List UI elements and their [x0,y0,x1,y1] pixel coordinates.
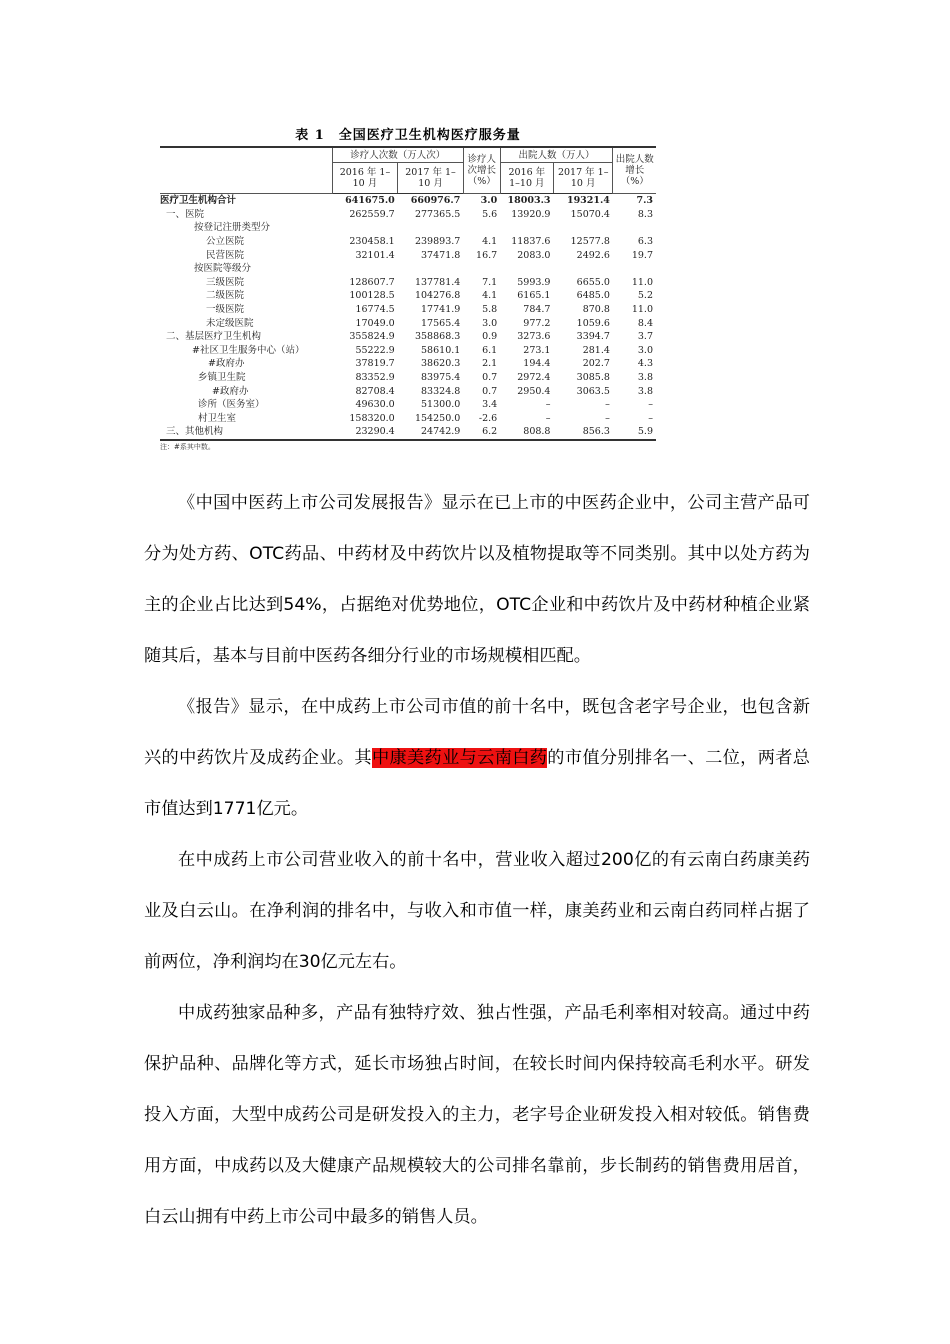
row-label: 二、基层医疗卫生机构 [166,331,262,343]
cell-v2016: 82708.4 [355,385,395,397]
row-label: #政府办 [208,358,245,370]
cell-d2016: 2083.0 [517,249,551,261]
cell-v2016: 355824.9 [349,331,395,343]
cell-d2017: 6485.0 [576,290,610,302]
cell-dg: 11.0 [631,304,653,316]
table-row [160,276,656,290]
cell-v2016: 128607.7 [349,276,395,288]
cell-vg: 4.1 [482,290,498,302]
cell-v2017: 17565.4 [421,317,461,329]
row-label: 一、医院 [166,208,205,220]
cell-vg: 6.1 [482,344,498,356]
cell-v2017: 83324.8 [421,385,461,397]
header-visits-group: 诊疗人次数（万人次） [332,147,463,163]
cell-d2016: 6165.1 [517,290,551,302]
paragraph-2-after: 的市值分别排名一、二位，两者总市值达到1771亿元。 [144,748,810,819]
cell-d2017: – [605,412,610,424]
table-row [160,208,656,222]
row-label: #社区卫生服务中心（站） [192,344,305,356]
cell-d2016: 2950.4 [517,385,551,397]
table-row [160,221,656,235]
cell-v2017: 277365.5 [414,208,461,220]
cell-vg: 5.8 [482,304,498,316]
row-label: 按登记注册类型分 [194,222,271,234]
cell-dg: – [648,412,653,424]
cell-d2016: – [545,399,551,411]
table-figure [160,126,656,452]
cell-v2017: 154250.0 [414,412,461,424]
header-discharges-group: 出院人数（万人） [500,147,613,163]
cell-v2017: 239893.7 [414,236,461,248]
article-body [144,478,810,1243]
cell-dg: 3.0 [637,344,653,356]
cell-v2016: 83352.9 [355,372,395,384]
paragraph-2-before: 《报告》显示，在中成药上市公司市值的前十名中，既包含老字号企业，也包含新兴的中药饮片及成药企业。其 [144,697,810,768]
cell-d2017: 3063.5 [576,385,610,397]
cell-vg [463,262,500,276]
row-label: #政府办 [212,385,249,397]
cell-dg: 11.0 [631,276,653,288]
table-row [160,371,656,385]
table-row [160,303,656,317]
medical-service-table [160,146,656,441]
cell-vg: 3.0 [480,195,498,207]
cell-v2016: 158320.0 [349,412,395,424]
cell-d2016: 808.8 [500,425,553,440]
cell-v2016: 16774.5 [355,304,395,316]
cell-d2017: 19321.4 [566,195,610,207]
cell-d2017: 3085.8 [576,372,610,384]
table-title: 表 1 全国医疗卫生机构医疗服务量 [295,128,521,143]
row-label: 公立医院 [206,236,245,248]
cell-d2016: 5993.9 [517,276,551,288]
cell-v2017: 358868.3 [414,331,461,343]
header-discharges-2016: 2016 年 1–10 月 [500,163,553,194]
row-label: 医疗卫生机构合计 [160,195,237,207]
cell-vg: 7.1 [482,276,498,288]
cell-vg: 5.6 [482,208,498,220]
cell-vg: -2.6 [478,412,498,424]
row-label: 一级医院 [206,304,245,316]
cell-d2016: 18003.3 [507,195,551,207]
header-visits-2017: 2017 年 1–10 月 [398,163,464,194]
cell-v2017: 51300.0 [421,399,461,411]
cell-vg: 4.1 [482,236,498,248]
paragraph-4: 中成药独家品种多，产品有独特疗效、独占性强，产品毛利率相对较高。通过中药保护品种、品牌化等方式，延长市场独占时间，在较长时间内保持较高毛利水平。研发投入方面，大型中成药公司是研发投入的主力，老字号企业研发投入相对较低。销售费用方面，中成药以及大健康产品规模较大的公司排名靠前，步长制药的销售费用居首，白云山拥有中药上市公司中最多的销售人员。 [144,1003,810,1227]
cell-v2017: 38620.3 [421,358,461,370]
cell-v2016: 230458.1 [349,236,395,248]
cell-dg: 5.2 [637,290,653,302]
cell-v2017: 660976.7 [410,195,461,207]
cell-d2016: 977.2 [523,317,551,329]
cell-d2016 [500,262,553,276]
cell-dg: 3.8 [637,385,653,397]
cell-vg: 0.7 [482,385,498,397]
cell-dg: 7.3 [636,195,653,207]
cell-dg [613,221,656,235]
cell-v2016: 49630.0 [355,399,395,411]
cell-d2017: 1059.6 [576,317,610,329]
cell-v2016: 37819.7 [355,358,395,370]
row-label: 乡镇卫生院 [198,372,246,384]
cell-d2016 [500,221,553,235]
cell-v2017 [398,262,464,276]
header-discharge-growth: 出院人数增长（%） [613,147,656,194]
table-row [160,425,656,440]
cell-v2016: 262559.7 [349,208,395,220]
cell-d2017: 6655.0 [576,276,610,288]
table-row [160,344,656,358]
row-label: 三级医院 [206,276,245,288]
cell-vg: 2.1 [482,358,498,370]
table-row [160,398,656,412]
row-label: 民营医院 [206,249,245,261]
cell-d2016: – [545,412,551,424]
cell-v2017: 137781.4 [414,276,461,288]
cell-dg: 3.8 [637,372,653,384]
paragraph-3: 在中成药上市公司营业收入的前十名中，营业收入超过200亿的有云南白药康美药业及白云山。在净利润的排名中，与收入和市值一样，康美药业和云南白药同样占据了前两位，净利润均在30亿元左右。 [144,850,810,972]
table-row [160,357,656,371]
cell-dg: 3.7 [637,331,653,343]
row-label: 按医院等级分 [194,263,252,275]
cell-v2017: 58610.1 [421,344,461,356]
table-row [160,235,656,249]
row-label: 诊所（医务室） [198,399,265,411]
cell-v2016 [332,221,398,235]
row-label: 村卫生室 [198,412,237,424]
highlighted-text: 中康美药业与云南白药 [371,748,548,768]
cell-v2017 [398,221,464,235]
cell-dg: 19.7 [631,249,653,261]
table-row [160,384,656,398]
cell-vg [463,221,500,235]
cell-vg: 3.0 [482,317,498,329]
cell-vg: 6.2 [463,425,500,440]
cell-d2017 [553,221,612,235]
cell-v2017: 37471.8 [421,249,461,261]
cell-v2016: 32101.4 [355,249,395,261]
table-row [160,330,656,344]
cell-d2017: 856.3 [553,425,612,440]
table-row [160,194,656,208]
cell-dg: 5.9 [613,425,656,440]
cell-d2016: 11837.6 [511,236,551,248]
cell-d2016: 3273.6 [517,331,551,343]
cell-d2016: 273.1 [523,344,551,356]
cell-d2016: 194.4 [523,358,551,370]
cell-dg: 4.3 [637,358,653,370]
header-discharges-2017: 2017 年 1–10 月 [553,163,612,194]
cell-dg: – [648,399,653,411]
cell-d2016: 784.7 [523,304,551,316]
table-row [160,316,656,330]
header-blank [160,147,332,194]
header-visits-2016: 2016 年 1–10 月 [332,163,398,194]
cell-d2016: 13920.9 [511,208,551,220]
header-visit-growth: 诊疗人次增长（%） [463,147,500,194]
cell-d2017: 2492.6 [576,249,610,261]
row-label: 二级医院 [206,290,245,302]
cell-v2017: 24742.9 [398,425,464,440]
table-row [160,289,656,303]
row-label: 三、其他机构 [160,425,332,440]
cell-dg [613,262,656,276]
cell-d2016: 2972.4 [517,372,551,384]
row-label: 未定级医院 [206,317,254,329]
table-row [160,248,656,262]
cell-vg: 3.4 [482,399,498,411]
cell-v2016: 100128.5 [349,290,395,302]
cell-vg: 16.7 [476,249,498,261]
cell-v2017: 104276.8 [414,290,461,302]
cell-v2016: 55222.9 [355,344,395,356]
cell-v2017: 17741.9 [421,304,461,316]
cell-v2016: 23290.4 [332,425,398,440]
cell-d2017: 3394.7 [576,331,610,343]
table-row [160,412,656,426]
cell-dg: 6.3 [637,236,653,248]
cell-d2017: 202.7 [582,358,610,370]
cell-d2017: 15070.4 [570,208,610,220]
cell-dg: 8.3 [637,208,653,220]
cell-dg: 8.4 [637,317,653,329]
cell-v2016: 641675.0 [345,195,395,207]
table-row [160,262,656,276]
cell-v2016 [332,262,398,276]
cell-d2017: 12577.8 [570,236,610,248]
cell-vg: 0.9 [482,331,498,343]
paragraph-1: 《中国中医药上市公司发展报告》显示在已上市的中医药企业中，公司主营产品可分为处方药、OTC药品、中药材及中药饮片以及植物提取等不同类别。其中以处方药为主的企业占比达到54%，占据绝对优势地位，OTC企业和中药饮片及中药材种植企业紧随其后，基本与目前中医药各细分行业的市场规模相匹配。 [144,493,810,666]
cell-v2017: 83975.4 [421,372,461,384]
cell-vg: 0.7 [482,372,498,384]
cell-d2017 [553,262,612,276]
cell-v2016: 17049.0 [355,317,395,329]
table-note: 注：#系其中数。 [160,442,215,451]
paragraph-2 [144,682,810,835]
cell-d2017: 281.4 [582,344,610,356]
cell-d2017: – [605,399,610,411]
table-body [160,194,656,440]
cell-d2017: 870.8 [582,304,610,316]
